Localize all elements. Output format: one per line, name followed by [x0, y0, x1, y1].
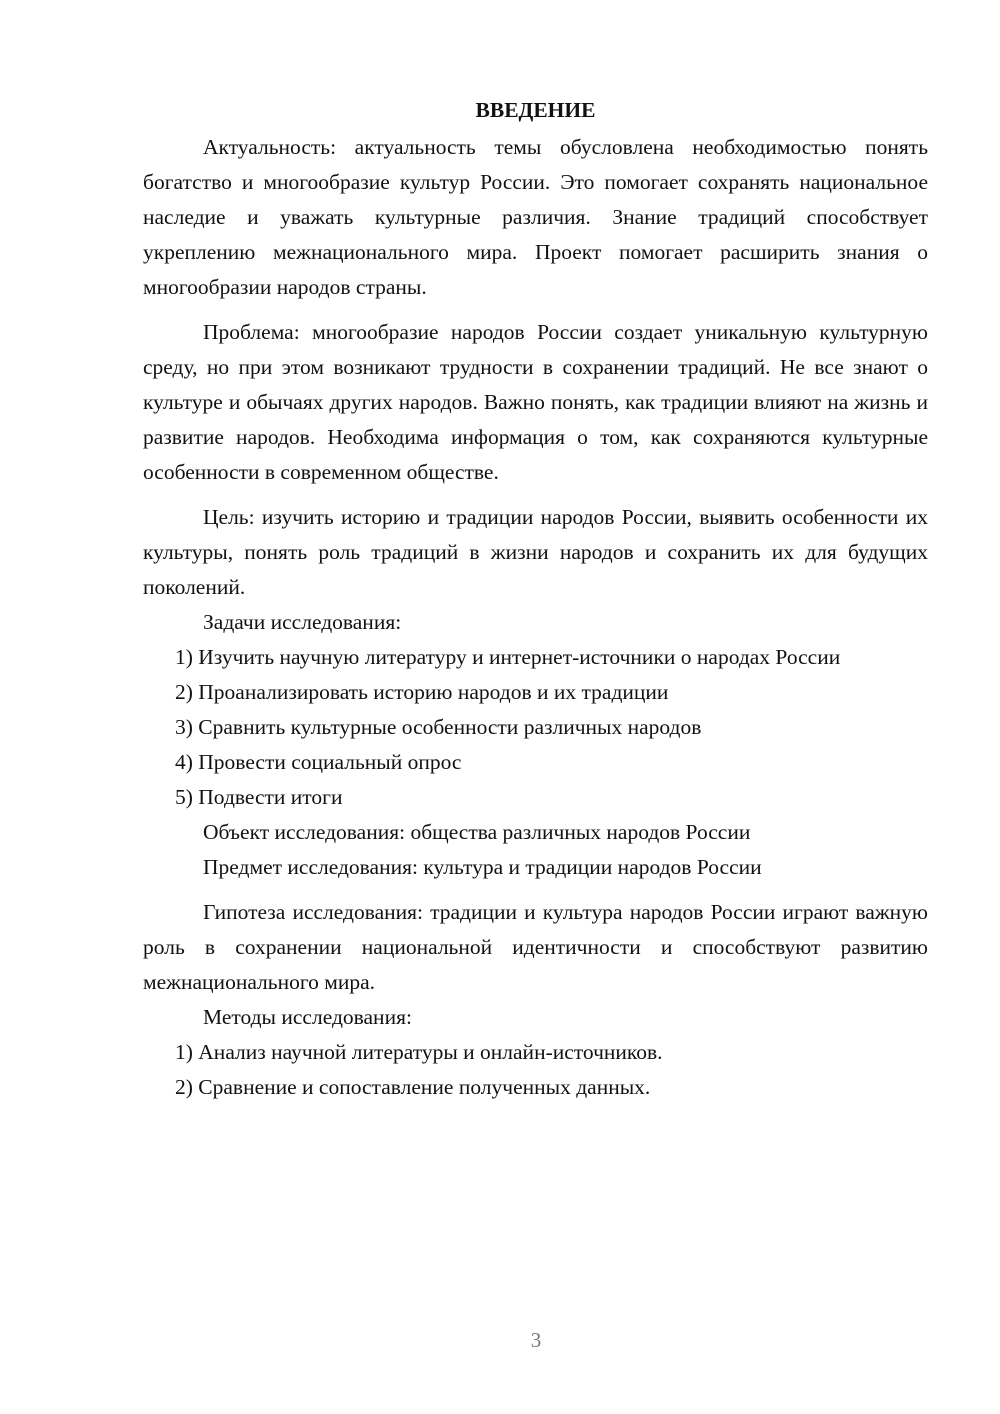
task-item-1: 1) Изучить научную литературу и интернет-источники о народах России [175, 645, 841, 669]
relevance-paragraph: Актуальность: актуальность темы обусловлена необходимостью понять богатство и многообразие культур России. Это помогает сохранять национальное наследие и уважать культурные различия. Знание традиций способствует укреплению межнационального мира. Проект помогает расширить знания о многообразии народов страны. [143, 135, 928, 299]
tasks-heading: Задачи исследования: [203, 610, 402, 634]
task-item-2: 2) Проанализировать историю народов и их традиции [175, 680, 669, 704]
research-subject: Предмет исследования: культура и традиции народов России [203, 855, 762, 879]
goal-paragraph: Цель: изучить историю и традиции народов России, выявить особенности их культуры, понять роль традиций в жизни народов и сохранить их для будущих поколений. [143, 505, 928, 599]
method-item-1: 1) Анализ научной литературы и онлайн-источников. [175, 1040, 663, 1064]
research-object: Объект исследования: общества различных народов России [203, 820, 751, 844]
methods-heading: Методы исследования: [203, 1005, 412, 1029]
method-item-2: 2) Сравнение и сопоставление полученных данных. [175, 1075, 651, 1099]
problem-paragraph: Проблема: многообразие народов России создает уникальную культурную среду, но при этом возникают трудности в сохранении традиций. Не все знают о культуре и обычаях других народов. Важно понять, как традиции влияют на жизнь и развитие народов. Необходима информация о том, как сохраняются культурные особенности в современном обществе. [143, 320, 928, 484]
hypothesis-paragraph: Гипотеза исследования: традиции и культура народов России играют важную роль в сохранении национальной идентичности и способствуют развитию межнационального мира. [143, 900, 928, 994]
task-item-4: 4) Провести социальный опрос [175, 750, 462, 774]
page-number: 3 [530, 1328, 542, 1352]
task-item-5: 5) Подвести итоги [175, 785, 343, 809]
page-title: ВВЕДЕНИЕ [475, 98, 596, 122]
document-page [143, 92, 928, 1105]
task-item-3: 3) Сравнить культурные особенности различных народов [175, 715, 702, 739]
